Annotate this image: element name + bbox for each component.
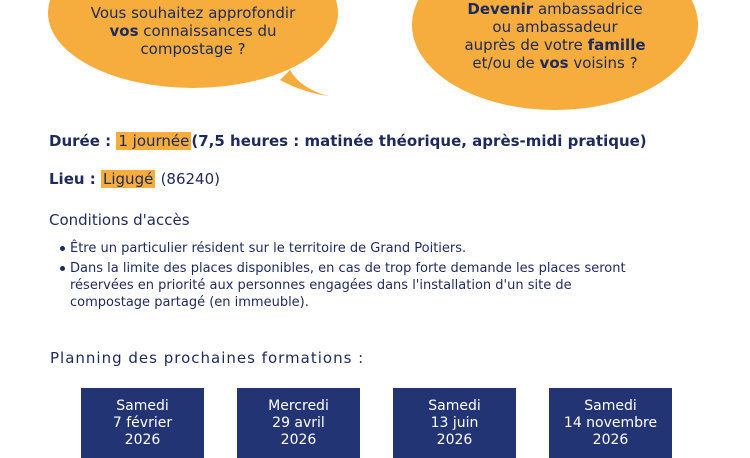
duree-detail: (7,5 heures : matinée théorique, après-midi pratique) bbox=[191, 132, 647, 150]
date-card-date: 13 juin bbox=[430, 415, 479, 431]
duree-value-highlight: 1 journée bbox=[118, 132, 190, 150]
date-card bbox=[549, 388, 672, 458]
bubble-left-line2-rest: connaissances du bbox=[138, 22, 277, 40]
date-card-day: Mercredi bbox=[268, 398, 329, 414]
date-card-date: 14 novembre bbox=[563, 415, 658, 431]
date-card-day: Samedi bbox=[584, 398, 637, 414]
bubble-right-line1-rest: ambassadrice bbox=[533, 0, 643, 18]
date-card bbox=[81, 388, 204, 458]
conditions-title: Conditions d'accès bbox=[49, 211, 190, 229]
bubble-right-line1-bold: Devenir bbox=[467, 0, 534, 18]
bubble-right-line3-bold: famille bbox=[587, 36, 646, 54]
date-card-year: 2026 bbox=[436, 432, 473, 448]
bubble-right-line1 bbox=[412, 0, 698, 18]
lieu-row bbox=[49, 170, 220, 188]
date-card-day: Samedi bbox=[428, 398, 481, 414]
date-card-year: 2026 bbox=[592, 432, 629, 448]
date-card-date: 7 février bbox=[112, 415, 173, 431]
lieu-label: Lieu : bbox=[49, 170, 96, 188]
bubble-left-line1: Vous souhaitez approfondir bbox=[90, 4, 296, 22]
conditions-item: Être un particulier résident sur le territoire de Grand Poitiers. bbox=[58, 240, 638, 257]
date-card-date: 29 avril bbox=[272, 415, 325, 431]
bubble-left-line2 bbox=[48, 22, 338, 40]
duree-label: Durée : bbox=[49, 132, 112, 150]
bubble-left-line3: compostage ? bbox=[140, 40, 246, 58]
planning-title: Planning des prochaines formations : bbox=[50, 349, 365, 367]
conditions-item: Dans la limite des places disponibles, en cas de trop forte demande les places seront réservées en priorité aux personnes engagées dans l'installation d'un site de compostage partagé (en immeuble). bbox=[58, 260, 638, 311]
date-card-year: 2026 bbox=[280, 432, 317, 448]
date-card-day: Samedi bbox=[116, 398, 169, 414]
bubble-right-line4-bold: vos bbox=[539, 54, 569, 72]
bubble-right-line3-a: auprès de votre bbox=[464, 36, 588, 54]
date-card-year: 2026 bbox=[124, 432, 161, 448]
bubble-right-line4-a: et/ou de bbox=[472, 54, 540, 72]
bubble-right-line4-rest: voisins ? bbox=[568, 54, 638, 72]
duree-row bbox=[49, 132, 647, 150]
bubble-right-line4 bbox=[412, 54, 698, 72]
bubble-left-line2-bold: vos bbox=[109, 22, 139, 40]
lieu-detail: (86240) bbox=[160, 170, 220, 188]
conditions-list bbox=[58, 240, 638, 314]
date-card bbox=[237, 388, 360, 458]
lieu-value-highlight: Ligugé bbox=[103, 170, 154, 188]
bubble-right-line2: ou ambassadeur bbox=[492, 18, 618, 36]
date-card bbox=[393, 388, 516, 458]
bubble-right-line3 bbox=[412, 36, 698, 54]
